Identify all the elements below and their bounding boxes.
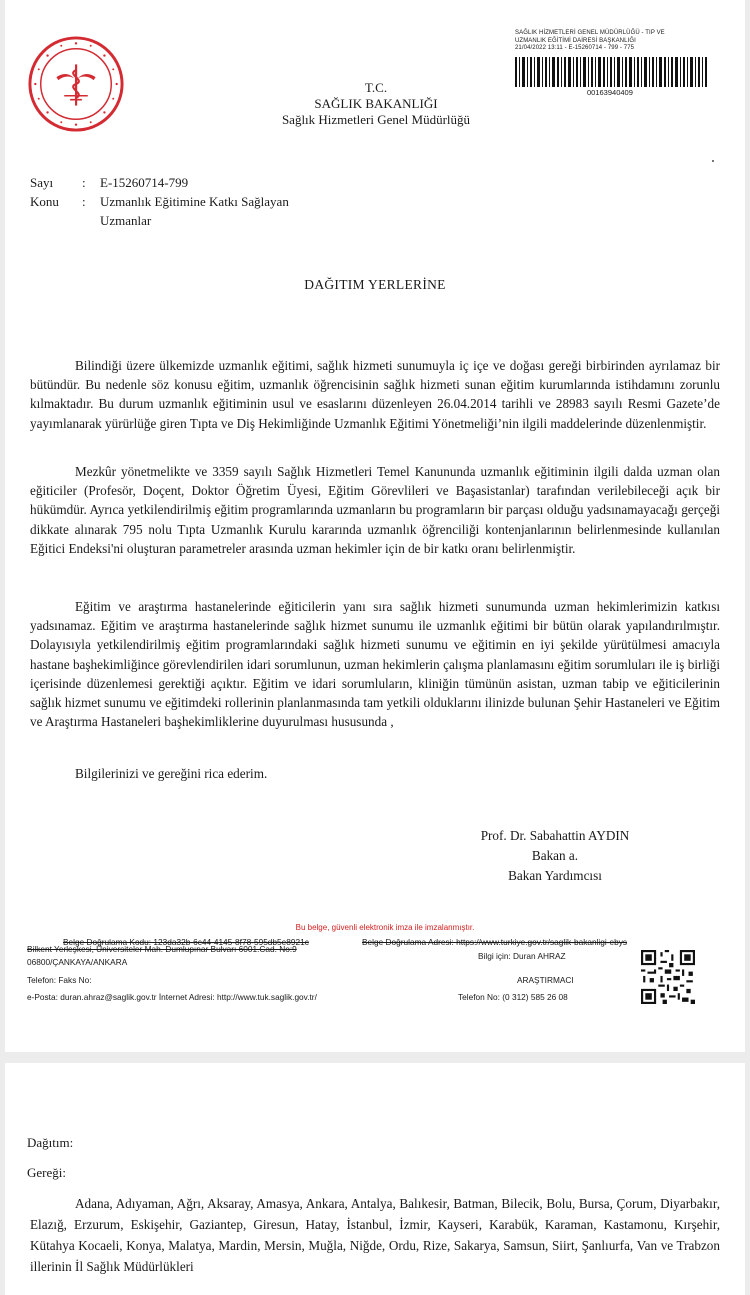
scan-speck [712, 160, 714, 162]
signatory-title: Bakan Yardımcısı [508, 868, 602, 883]
barcode-bars [515, 57, 707, 87]
konu-value-line-2: Uzmanlar [100, 213, 152, 228]
info-contact-role: ARAŞTIRMACI [517, 975, 574, 985]
document-barcode [515, 30, 715, 97]
e-signature-note: Bu belge, güvenli elektronik imza ile imzalanmıştır. [295, 923, 475, 932]
konu-label: Konu [30, 194, 59, 209]
header-directorate: Sağlık Hizmetleri Genel Müdürlüğü [281, 112, 471, 127]
verification-address: Belge Doğrulama Adresi: https://www.turkiye.gov.tr/saglik-bakanligi-ebys [362, 937, 628, 947]
body-paragraph-1: Bilindiği üzere ülkemizde uzmanlık eğitimi, sağlık hizmeti sunumuyla iç içe ve doğası gereği birbirinden ayrılamaz bir bütündür. Bu nedenle söz konusu eğitim, uzmanlık öğrencisinin sağlık hizmeti sunan eğitim kurumlarında istihdamını zorunlu kılmaktadır. Bu durum uzmanlık eğitiminin usul ve esaslarını düzenleyen 26.04.2014 tarihli ve 28983 sayılı Resmi Gazete’de yayımlanarak yürürlüğe giren Tıpta ve Diş Hekimliğinde Uzmanlık Eğitimi Yönetmeliği’nin ilgili maddelerinde düzenlenmiştir. [30, 358, 720, 431]
address-line-2: 06800/ÇANKAYA/ANKARA [27, 957, 128, 967]
phone-fax: Telefon: Faks No: [27, 975, 92, 985]
barcode-number: 00163940409 [587, 87, 633, 97]
body-paragraph-3: Eğitim ve araştırma hastanelerinde eğiticilerin yanı sıra sağlık hizmeti sunumunda uzman hekimlerimizin katkısı yadsınamaz. Eğitim ve araştırma hastanelerinde sağlık hizmet sunumu ile uzmanlık eğitimi bir bütün olarak yapılandırılmıştır. Dolayısıyla yetkilendirilmiş eğitim programlarındaki sağlık hizmeti sunumu ve eğitimin en iyi şekilde yürütülmesi amacıyla hastane başhekimliğince görevlendirilen idari sorumlunun, uzman hekimlerin çalışma planlamasını eğitim sorumluları ile iş birliği içerisinde düzenlemesi gerektiği açıktır. Eğitim ve idari sorumluların, kliniğin tümünün asistan, uzman tabip ve eğiticilerinin sağlık hizmet sunumu ve eğitimdeki rollerinin planlanmasında tam yetkili olduklarını ilinizde bulunan Şehir Hastaneleri ve Eğitim ve Araştırma Hastaneleri başhekimliklerine duyurulması hususunda , [30, 599, 720, 730]
body-paragraph-2: Mezkûr yönetmelikte ve 3359 sayılı Sağlık Hizmetleri Temel Kanununda uzmanlık eğitiminin ilgili dalda uzman olan eğiticiler (Profesör, Doçent, Doktor Öğretim Üyesi, Eğitim Görevlileri ve Başasistanlar) tarafından verilebileceği açık bir hükümdür. Ayrıca yetkilendirilmiş eğitim programlarında uzmanların bu programların bir parçası olduğu yadsınamayacağı gerçeği dikkate alınarak 795 nolu Tıpta Uzmanlık Kurulu kararında uzmanlık öğrenciliği kontenjanlarının belirlenmesinde kullanılan Eğitici Endeksi'ni oluşturan parametreler arasında uzman hekimler için de bir katkı oranı belirlenmiştir. [30, 464, 720, 556]
address-line-1: Bilkent Yerleşkesi, Üniversiteler Mah. Dumlupınar Bulvarı 6001.Cad. No:9 [27, 944, 297, 954]
barcode-line-2: UZMANLIK EĞİTİMİ DAİRESİ BAŞKANLIĞI [515, 37, 636, 44]
konu-colon: : [82, 194, 86, 209]
verification-qr-code [641, 950, 695, 1004]
verification-code: Belge Doğrulama Kodu: 123da32b-6c44-4145-8f78-595db5e8921c [63, 937, 309, 947]
distribution-label: Dağıtım: [27, 1135, 74, 1150]
signatory-name: Prof. Dr. Sabahattin AYDIN [480, 828, 630, 843]
action-recipients-label: Gereği: [27, 1165, 66, 1180]
barcode-line-1: SAĞLIK HİZMETLERİ GENEL MÜDÜRLÜĞÜ - TIP VE [515, 30, 665, 36]
ministry-seal-logo [27, 35, 125, 133]
sayi-colon: : [82, 175, 86, 190]
sayi-value: E-15260714-799 [100, 175, 189, 190]
document-page-2 [5, 1063, 745, 1295]
info-contact-phone: Telefon No: (0 312) 585 26 08 [458, 992, 568, 1002]
header-ministry: SAĞLIK BAKANLIĞI [314, 96, 438, 111]
barcode-line-3: 21/04/2022 13:11 - E-15260714 - 799 - 775 [515, 45, 635, 51]
sayi-label: Sayı [30, 175, 54, 190]
info-contact-person: Bilgi için: Duran AHRAZ [478, 951, 566, 961]
province-distribution-list: Adana, Adıyaman, Ağrı, Aksaray, Amasya, Ankara, Antalya, Balıkesir, Batman, Bilecik, Bolu, Bursa, Çorum, Diyarbakır, Elazığ, Erzurum, Eskişehir, Gaziantep, Giresun, Hatay, İstanbul, İzmir, Kayseri, Karabük, Karaman, Kastamonu, Kırşehir, Kütahya Kocaeli, Konya, Malatya, Mardin, Mersin, Muğla, Niğde, Ordu, Rize, Sakarya, Samsun, Siirt, Şanlıurfa, Van ve Trabzon illerinin İl Sağlık Müdürlükleri [30, 1196, 720, 1274]
document-page-1 [5, 0, 745, 1052]
addressee-heading: DAĞITIM YERLERİNE [304, 277, 446, 292]
email-website: e-Posta: duran.ahraz@saglik.gov.tr İnternet Adresi: http://www.tuk.saglik.gov.tr/ [27, 992, 317, 1002]
header-tc: T.C. [364, 80, 388, 95]
konu-value-line-1: Uzmanlık Eğitimine Katkı Sağlayan [100, 194, 289, 209]
body-paragraph-4: Bilgilerinizi ve gereğini rica ederim. [75, 766, 268, 781]
signatory-for: Bakan a. [531, 848, 579, 863]
